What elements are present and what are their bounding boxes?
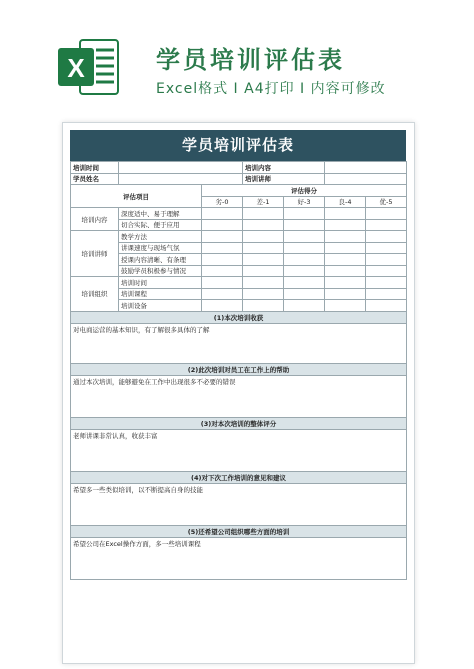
score-cell[interactable]: [325, 288, 366, 300]
section-answer-row: [71, 429, 407, 471]
score-cell[interactable]: [325, 242, 366, 254]
section-heading: (4)对下次工作培训的意见和建议: [71, 471, 407, 483]
score-cell[interactable]: [243, 300, 284, 312]
eval-header-row: [71, 185, 407, 197]
form-title: 学员培训评估表: [70, 130, 406, 161]
eval-row: [71, 242, 407, 254]
section-answer-row: [71, 537, 407, 579]
section-heading-row: [71, 471, 407, 483]
group-name: 培训内容: [71, 208, 119, 231]
score-cell[interactable]: [243, 254, 284, 266]
section-answer-row: [71, 483, 407, 525]
score-cell[interactable]: [325, 300, 366, 312]
score-cell[interactable]: [202, 254, 243, 266]
score-cell[interactable]: [202, 208, 243, 220]
score-cell[interactable]: [243, 288, 284, 300]
score-cell[interactable]: [366, 219, 407, 231]
score-cell[interactable]: [284, 288, 325, 300]
train-time-label: 培训时间: [71, 162, 119, 174]
evaluation-form: [70, 130, 406, 580]
score-cell[interactable]: [366, 277, 407, 289]
section-answer[interactable]: 希望公司在Excel操作方面，多一些培训课程: [71, 537, 407, 579]
score-cell[interactable]: [366, 208, 407, 220]
eval-item: 授课内容清晰、有条理: [119, 254, 202, 266]
score-cell[interactable]: [284, 242, 325, 254]
trainer-label: 培训讲师: [243, 173, 325, 185]
score-cell[interactable]: [325, 277, 366, 289]
svg-text:X: X: [67, 53, 85, 83]
score-level: 差-1: [243, 196, 284, 208]
score-cell[interactable]: [366, 242, 407, 254]
score-cell[interactable]: [325, 208, 366, 220]
section-answer[interactable]: 通过本次培训，能够避免在工作中出现很多不必要的错误: [71, 375, 407, 417]
eval-item: 教学方法: [119, 231, 202, 243]
eval-row: [71, 208, 407, 220]
score-cell[interactable]: [202, 288, 243, 300]
eval-row: [71, 254, 407, 266]
student-name-field[interactable]: [119, 173, 243, 185]
score-cell[interactable]: [284, 254, 325, 266]
score-cell[interactable]: [325, 231, 366, 243]
section-answer-row: [71, 375, 407, 417]
score-cell[interactable]: [366, 254, 407, 266]
eval-item-header: 评估项目: [71, 185, 202, 208]
section-heading: (3)对本次培训的整体评分: [71, 417, 407, 429]
train-content-label: 培训内容: [243, 162, 325, 174]
section-heading: (1)本次培训收获: [71, 311, 407, 323]
train-content-field[interactable]: [325, 162, 407, 174]
score-cell[interactable]: [366, 288, 407, 300]
score-cell[interactable]: [243, 242, 284, 254]
score-level: 好-3: [284, 196, 325, 208]
section-heading-row: [71, 417, 407, 429]
score-cell[interactable]: [325, 254, 366, 266]
score-cell[interactable]: [202, 219, 243, 231]
trainer-field[interactable]: [325, 173, 407, 185]
score-level: 良-4: [325, 196, 366, 208]
score-cell[interactable]: [366, 265, 407, 277]
student-name-label: 学员姓名: [71, 173, 119, 185]
form-sheet: [62, 122, 415, 664]
score-level: 优-5: [366, 196, 407, 208]
section-heading-row: [71, 311, 407, 323]
score-cell[interactable]: [243, 208, 284, 220]
info-row-1: [71, 162, 407, 174]
info-row-2: [71, 173, 407, 185]
eval-row: [71, 265, 407, 277]
section-heading-row: [71, 363, 407, 375]
score-cell[interactable]: [202, 231, 243, 243]
score-cell[interactable]: [284, 265, 325, 277]
banner: [0, 0, 474, 118]
section-heading: (5)还希望公司组织哪些方面的培训: [71, 525, 407, 537]
section-answer[interactable]: 老师讲课非常认真，收获丰富: [71, 429, 407, 471]
excel-logo-icon: [58, 36, 120, 98]
eval-item: 培训课程: [119, 288, 202, 300]
score-cell[interactable]: [202, 300, 243, 312]
eval-item: 培训设备: [119, 300, 202, 312]
eval-item: 培训时间: [119, 277, 202, 289]
section-heading: (2)此次培训对员工在工作上的帮助: [71, 363, 407, 375]
score-cell[interactable]: [243, 219, 284, 231]
group-name: 培训组织: [71, 277, 119, 312]
eval-row: [71, 300, 407, 312]
score-cell[interactable]: [284, 208, 325, 220]
eval-row: [71, 219, 407, 231]
score-cell[interactable]: [243, 265, 284, 277]
group-name: 培训讲师: [71, 231, 119, 277]
eval-item: 鼓励学员积极参与情况: [119, 265, 202, 277]
eval-item: 讲课速度与现场气氛: [119, 242, 202, 254]
score-cell[interactable]: [202, 265, 243, 277]
info-table: [70, 161, 407, 580]
score-cell[interactable]: [325, 265, 366, 277]
score-cell[interactable]: [284, 277, 325, 289]
score-header: 评估得分: [202, 185, 407, 197]
eval-item: 切合实际、便于应用: [119, 219, 202, 231]
banner-title: 学员培训评估表: [156, 46, 345, 74]
section-answer[interactable]: 希望多一些类似培训，以不断提高自身的技能: [71, 483, 407, 525]
score-cell[interactable]: [325, 219, 366, 231]
score-cell[interactable]: [284, 300, 325, 312]
score-cell[interactable]: [366, 231, 407, 243]
banner-subtitle: Excel格式 I A4打印 I 内容可修改: [156, 81, 386, 97]
score-cell[interactable]: [202, 277, 243, 289]
score-cell[interactable]: [243, 231, 284, 243]
score-cell[interactable]: [284, 219, 325, 231]
score-cell[interactable]: [243, 277, 284, 289]
eval-row: [71, 231, 407, 243]
eval-row: [71, 277, 407, 289]
score-cell[interactable]: [284, 231, 325, 243]
section-answer[interactable]: 对电商运营的基本知识，有了解很多具体的了解: [71, 323, 407, 363]
section-heading-row: [71, 525, 407, 537]
section-answer-row: [71, 323, 407, 363]
score-level: 劣-0: [202, 196, 243, 208]
score-cell[interactable]: [366, 300, 407, 312]
eval-item: 深度适中、易于理解: [119, 208, 202, 220]
train-time-field[interactable]: [119, 162, 243, 174]
eval-row: [71, 288, 407, 300]
score-cell[interactable]: [202, 242, 243, 254]
